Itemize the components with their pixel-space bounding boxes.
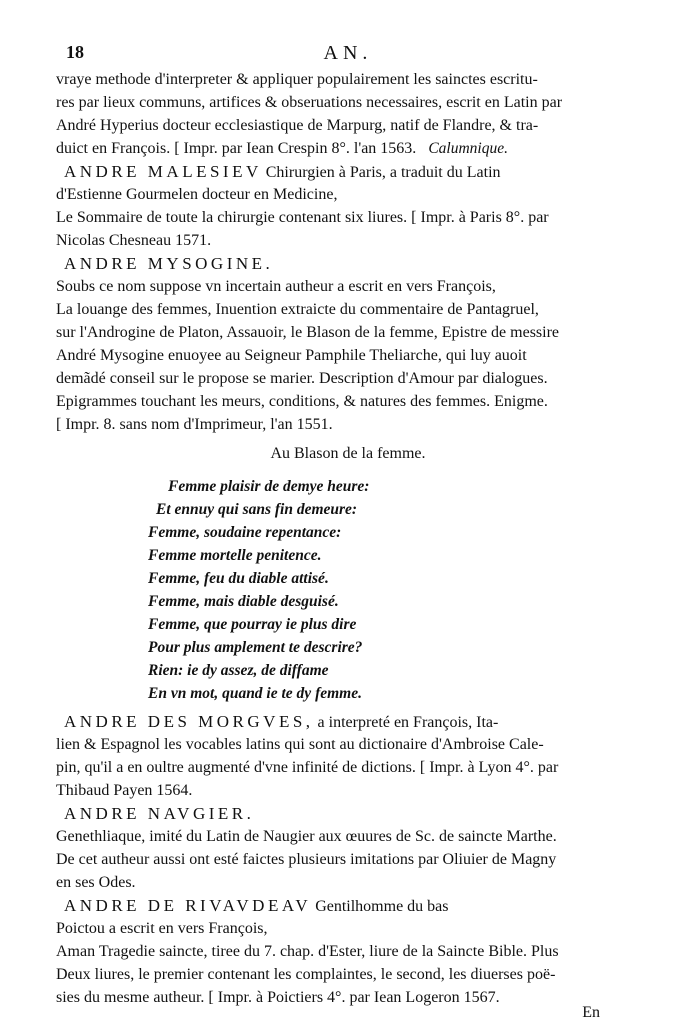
author-name: ANDRE DES MORGVES,: [64, 712, 314, 731]
text-line: Le Sommaire de toute la chirurgie contenant six liures. [ Impr. à Paris 8°. par: [56, 209, 549, 226]
page-number: 18: [66, 42, 84, 62]
text-line: Nicolas Chesneau 1571.: [56, 232, 212, 249]
entry-heading: ANDRE DES MORGVES, a interpreté en François, Ita-: [64, 712, 499, 731]
poem-verse: Femme, mais diable desguisé.: [148, 593, 339, 610]
entry-heading: ANDRE MALESIEV Chirurgien à Paris, a traduit du Latin: [64, 162, 501, 181]
text-line: La louange des femmes, Inuention extraicte du commentaire de Pantagruel,: [56, 301, 539, 318]
text-line: Thibaud Payen 1564.: [56, 782, 193, 799]
author-name: ANDRE DE RIVAVDEAV: [64, 896, 312, 915]
poem-verse: En vn mot, quand ie te dy femme.: [148, 685, 362, 702]
author-name: ANDRE MALESIEV: [64, 162, 262, 181]
text-line: Genethliaque, imité du Latin de Naugier aux œuures de Sc. de saincte Marthe.: [56, 828, 557, 845]
text-line: André Mysogine enuoyee au Seigneur Pamphile Theliarche, qui luy auoit: [56, 347, 527, 364]
poem-verse: Pour plus amplement te descrire?: [148, 639, 363, 656]
poem-verse: Femme plaisir de demye heure:: [168, 478, 370, 495]
entry-heading: [64, 804, 254, 825]
poem-title: Au Blason de la femme.: [270, 445, 426, 462]
poem-verse: Femme, que pourray ie plus dire: [148, 616, 357, 633]
text-line: pin, qu'il a en oultre augmenté d'vne infinité de dictions. [ Impr. à Lyon 4°. par: [56, 759, 559, 776]
text-line: Aman Tragedie saincte, tiree du 7. chap. d'Ester, liure de la Saincte Bible. Plus: [56, 943, 559, 960]
text-line: demãdé conseil sur le propose se marier. Description d'Amour par dialogues.: [56, 370, 548, 387]
text-line: en ses Odes.: [56, 874, 136, 891]
page-header: [0, 42, 696, 70]
author-name: ANDRE NAVGIER.: [64, 804, 255, 823]
poem-verse: Et ennuy qui sans fin demeure:: [156, 501, 358, 518]
text-line: lien & Espagnol les vocables latins qui sont au dictionaire d'Ambroise Cale-: [56, 736, 544, 753]
text-line: Soubs ce nom suppose vn incertain autheur a escrit en vers François,: [56, 278, 496, 295]
entry-heading: ANDRE DE RIVAVDEAV Gentilhomme du bas: [64, 896, 449, 915]
text-line: sur l'Androgine de Platon, Assauoir, le Blason de la femme, Epistre de messire: [56, 324, 560, 341]
text-line: Deux liures, le premier contenant les complaintes, le second, les diuerses poë-: [56, 966, 556, 983]
text-line: sies du mesme autheur. [ Impr. à Poictiers 4°. par Iean Logeron 1567.: [56, 989, 500, 1006]
text-line: Epigrammes touchant les meurs, conditions, & natures des femmes. Enigme.: [56, 393, 548, 410]
text-line: [ Impr. 8. sans nom d'Imprimeur, l'an 1551.: [56, 416, 333, 433]
poem-verse: Femme, feu du diable attisé.: [148, 570, 329, 587]
running-head: AN.: [323, 42, 373, 64]
text-line: d'Estienne Gourmelen docteur en Medicine,: [56, 186, 338, 203]
text-line: André Hyperius docteur ecclesiastique de Marpurg, natif de Flandre, & tra-: [56, 117, 539, 134]
entry-heading: [64, 254, 273, 275]
marginal-note: Calumnique.: [428, 140, 508, 157]
text-line: De cet autheur aussi ont esté faictes plusieurs imitations par Oliuier de Magny: [56, 851, 557, 868]
text-line: Poictou a escrit en vers François,: [56, 920, 268, 937]
catchword: En: [582, 1004, 600, 1021]
poem-verse: Femme, soudaine repentance:: [148, 524, 342, 541]
author-name: ANDRE MYSOGINE.: [64, 254, 274, 273]
text-line: res par lieux communs, artifices & obseruations necessaires, escrit en Latin par: [56, 94, 563, 111]
poem-verse: Femme mortelle penitence.: [148, 547, 322, 564]
poem-verse: Rien: ie dy assez, de diffame: [148, 662, 329, 679]
text-line: duict en François. [ Impr. par Iean Crespin 8°. l'an 1563. Calumnique.: [56, 140, 508, 157]
text-line: vraye methode d'interpreter & appliquer populairement les sainctes escritu-: [56, 71, 538, 88]
